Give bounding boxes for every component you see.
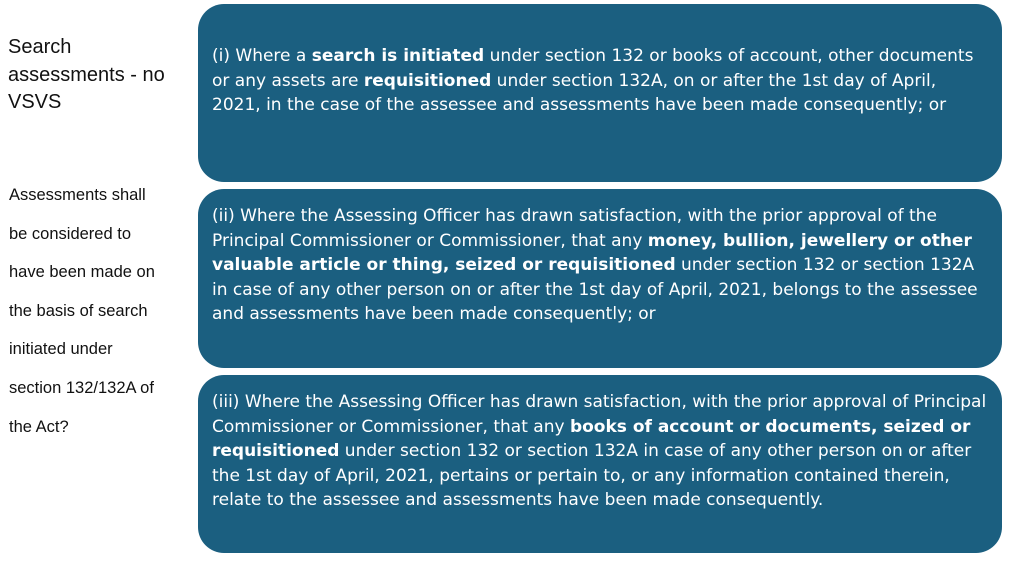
clause-text: (i) Where a search is initiated under section 132 or books of account, other documents or any assets are requisitioned under section 132A, on or after the 1st day of April, 2021, in the case of the assessee and assessments have been made consequently; or <box>212 46 974 116</box>
clause-box-ii <box>198 189 1002 368</box>
question-line: the basis of search <box>9 301 148 320</box>
question-line: the Act? <box>9 417 69 436</box>
question-line: initiated under <box>9 340 113 359</box>
clause-text: (ii) Where the Assessing Officer has drawn satisfaction, with the prior approval of the Principal Commissioner or Commissioner, that any money, bullion, jewellery or other valuable article or thing, seized or requisitioned under section 132 or section 132A in case of any other person on or after the 1st day of April, 2021, belongs to the assessee and assessments have been made consequently; or <box>212 206 978 325</box>
question-text <box>9 176 199 446</box>
clause-text: (iii) Where the Assessing Officer has drawn satisfaction, with the prior approval of Principal Commissioner or Commissioner, that any books of account or documents, seized or requisitioned under section 132 or section 132A in case of any other person on or after the 1st day of April, 2021, pertains or pertain to, or any information contained therein, relate to the assessee and assessments have been made consequently. <box>212 392 987 511</box>
question-line: be considered to <box>9 224 132 243</box>
question-line: Assessments shall <box>9 186 146 204</box>
question-line: section 132/132A of <box>9 378 154 397</box>
clause-box-i <box>198 4 1002 182</box>
clause-box-iii <box>198 375 1002 553</box>
question-line: have been made on <box>9 263 155 282</box>
slide-heading: Search assessments - no VSVS <box>8 36 165 113</box>
